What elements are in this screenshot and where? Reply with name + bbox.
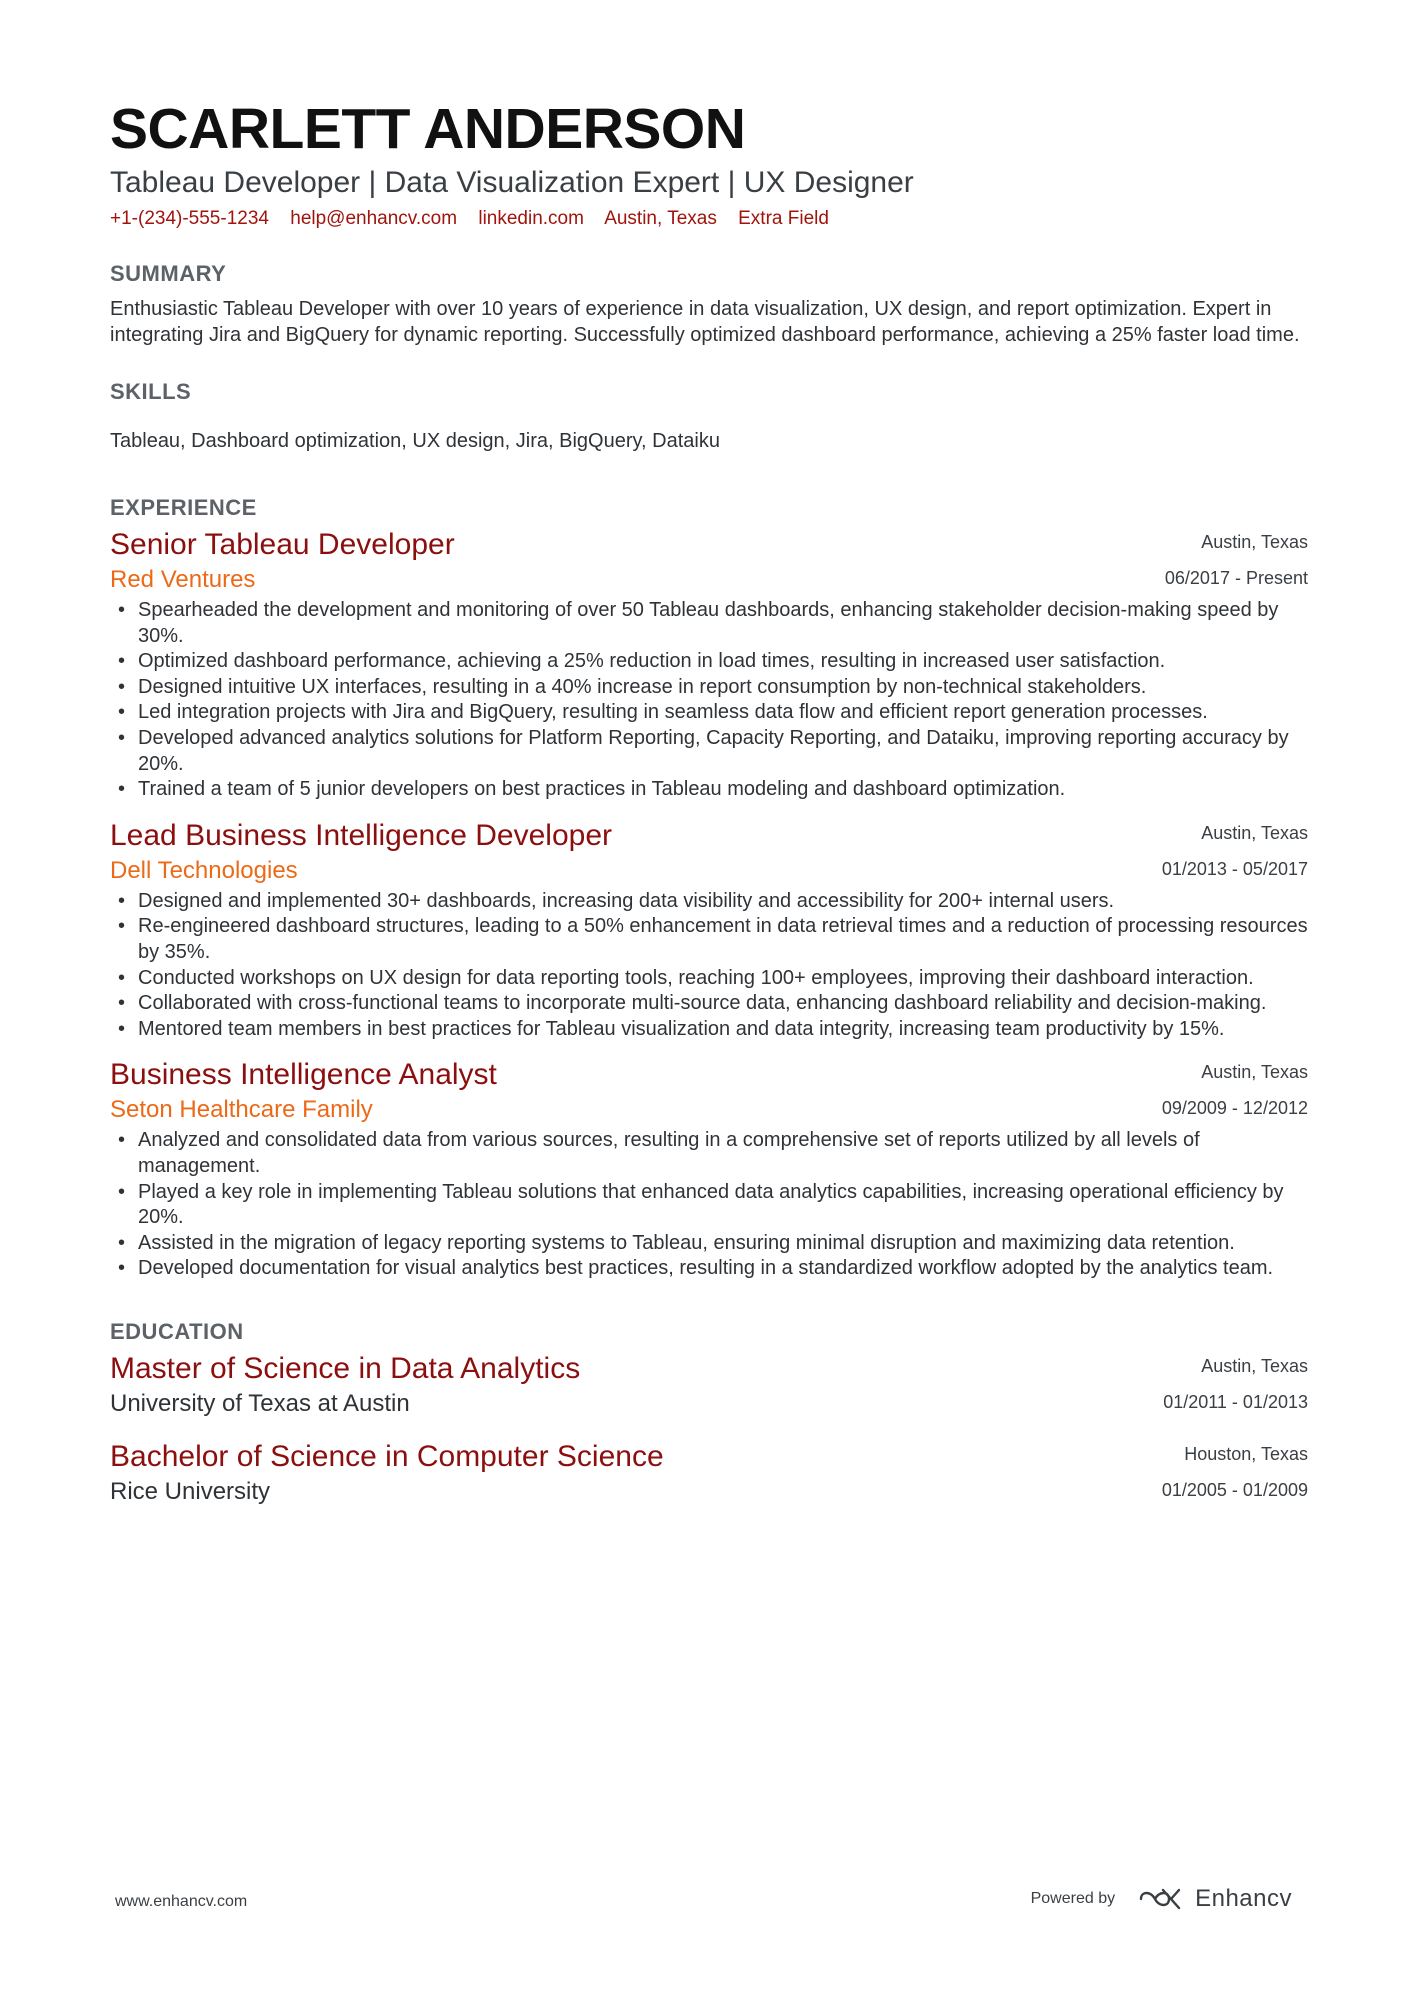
bullet-item: • Developed advanced analytics solutions for Platform Reporting, Capacity Reporting, and Dataiku, improving reporting accuracy by 20%. bbox=[110, 726, 1308, 777]
experience-entry bbox=[110, 817, 1308, 1043]
experience-entry bbox=[110, 1056, 1308, 1282]
skills-text: Tableau, Dashboard optimization, UX design, Jira, BigQuery, Dataiku bbox=[110, 430, 720, 452]
degree-title: Bachelor of Science in Computer Science bbox=[110, 1439, 664, 1473]
education-entry bbox=[110, 1438, 1308, 1508]
bullet-item: • Analyzed and consolidated data from various sources, resulting in a comprehensive set of reports utilized by all levels of management. bbox=[110, 1128, 1308, 1179]
powered-by-label: Powered by bbox=[1030, 1890, 1116, 1907]
school-name: University of Texas at Austin bbox=[110, 1389, 410, 1417]
experience-entry bbox=[110, 526, 1308, 803]
contact-line bbox=[110, 206, 1308, 232]
school-name: Rice University bbox=[110, 1477, 271, 1505]
bullet-item: • Played a key role in implementing Tableau solutions that enhanced data analytics capabilities, increasing operational efficiency by 20%. bbox=[110, 1180, 1308, 1231]
job-dates: 09/2009 - 12/2012 bbox=[1161, 1098, 1308, 1119]
candidate-name: SCARLETT ANDERSON bbox=[110, 97, 746, 161]
bullet-item: • Collaborated with cross-functional teams to incorporate multi-source data, enhancing dashboard reliability and decision-making. bbox=[110, 991, 1308, 1017]
contact-extra-field: Extra Field bbox=[738, 208, 829, 229]
job-location: Austin, Texas bbox=[1201, 1062, 1308, 1083]
experience-heading: EXPERIENCE bbox=[110, 495, 257, 520]
experience-section bbox=[110, 494, 1308, 1282]
bullet-item: • Assisted in the migration of legacy reporting systems to Tableau, ensuring minimal disruption and maximizing data retention. bbox=[110, 1231, 1308, 1257]
summary-section bbox=[110, 260, 1308, 348]
job-dates: 01/2013 - 05/2017 bbox=[1161, 858, 1308, 879]
contact-linkedin[interactable]: linkedin.com bbox=[478, 208, 584, 229]
bullet-item: • Led integration projects with Jira and BigQuery, resulting in seamless data flow and efficient report generation processes. bbox=[110, 700, 1308, 726]
enhancv-logo-icon bbox=[1137, 1886, 1183, 1912]
job-title: Senior Tableau Developer bbox=[110, 528, 455, 561]
summary-heading: SUMMARY bbox=[110, 261, 227, 286]
company-name: Seton Healthcare Family bbox=[110, 1096, 373, 1124]
degree-title: Master of Science in Data Analytics bbox=[110, 1351, 581, 1385]
skills-section bbox=[110, 378, 1308, 454]
education-heading: EDUCATION bbox=[110, 1318, 244, 1344]
education-location: Houston, Texas bbox=[1184, 1443, 1308, 1464]
contact-email[interactable]: help@enhancv.com bbox=[290, 208, 458, 229]
education-section bbox=[110, 1318, 1308, 1508]
summary-text: Enthusiastic Tableau Developer with over 10 years of experience in data visualization, UX design, and report optimization. Expert in integrating Jira and BigQuery for dynamic reporting. Successfully optimized dashboard performance, achieving a 25% faster load time. bbox=[110, 298, 1300, 346]
education-entry bbox=[110, 1350, 1308, 1420]
education-location: Austin, Texas bbox=[1201, 1355, 1308, 1376]
bullet-item: • Designed intuitive UX interfaces, resulting in a 40% increase in report consumption by non-technical stakeholders. bbox=[110, 675, 1308, 701]
footer-branding bbox=[1031, 1885, 1292, 1913]
candidate-headline: Tableau Developer | Data Visualization Expert | UX Designer bbox=[110, 166, 914, 199]
bullet-item: • Conducted workshops on UX design for data reporting tools, reaching 100+ employees, improving their dashboard interaction. bbox=[110, 966, 1308, 992]
job-bullets bbox=[110, 598, 1308, 803]
company-name: Red Ventures bbox=[110, 566, 256, 593]
resume-page bbox=[110, 96, 1308, 1508]
company-name: Dell Technologies bbox=[110, 856, 298, 884]
job-title: Lead Business Intelligence Developer bbox=[110, 818, 612, 852]
bullet-item: • Trained a team of 5 junior developers on best practices in Tableau modeling and dashboard optimization. bbox=[110, 777, 1308, 803]
job-dates: 06/2017 - Present bbox=[1164, 568, 1308, 588]
bullet-item: • Optimized dashboard performance, achieving a 25% reduction in load times, resulting in increased user satisfaction. bbox=[110, 649, 1308, 675]
job-bullets bbox=[110, 889, 1308, 1043]
skills-heading: SKILLS bbox=[110, 379, 192, 404]
footer-website[interactable]: www.enhancv.com bbox=[115, 1893, 248, 1910]
bullet-item: • Re-engineered dashboard structures, leading to a 50% enhancement in data retrieval times and a reduction of processing resources by 35%. bbox=[110, 914, 1308, 965]
job-title: Business Intelligence Analyst bbox=[110, 1058, 497, 1092]
bullet-item: • Designed and implemented 30+ dashboards, increasing data visibility and accessibility for 200+ internal users. bbox=[110, 889, 1308, 915]
bullet-item: • Mentored team members in best practices for Tableau visualization and data integrity, increasing team productivity by 15%. bbox=[110, 1017, 1308, 1043]
contact-location: Austin, Texas bbox=[604, 208, 717, 229]
contact-phone[interactable]: +1-(234)-555-1234 bbox=[110, 208, 269, 229]
bullet-item: • Spearheaded the development and monitoring of over 50 Tableau dashboards, enhancing stakeholder decision-making speed by 30%. bbox=[110, 598, 1308, 649]
education-dates: 01/2005 - 01/2009 bbox=[1161, 1479, 1308, 1500]
job-bullets bbox=[110, 1128, 1308, 1282]
bullet-item: • Developed documentation for visual analytics best practices, resulting in a standardized workflow adopted by the analytics team. bbox=[110, 1256, 1308, 1282]
enhancv-brand-text: Enhancv bbox=[1195, 1885, 1292, 1912]
job-location: Austin, Texas bbox=[1201, 822, 1308, 843]
education-dates: 01/2011 - 01/2013 bbox=[1163, 1391, 1308, 1412]
job-location: Austin, Texas bbox=[1201, 532, 1308, 552]
